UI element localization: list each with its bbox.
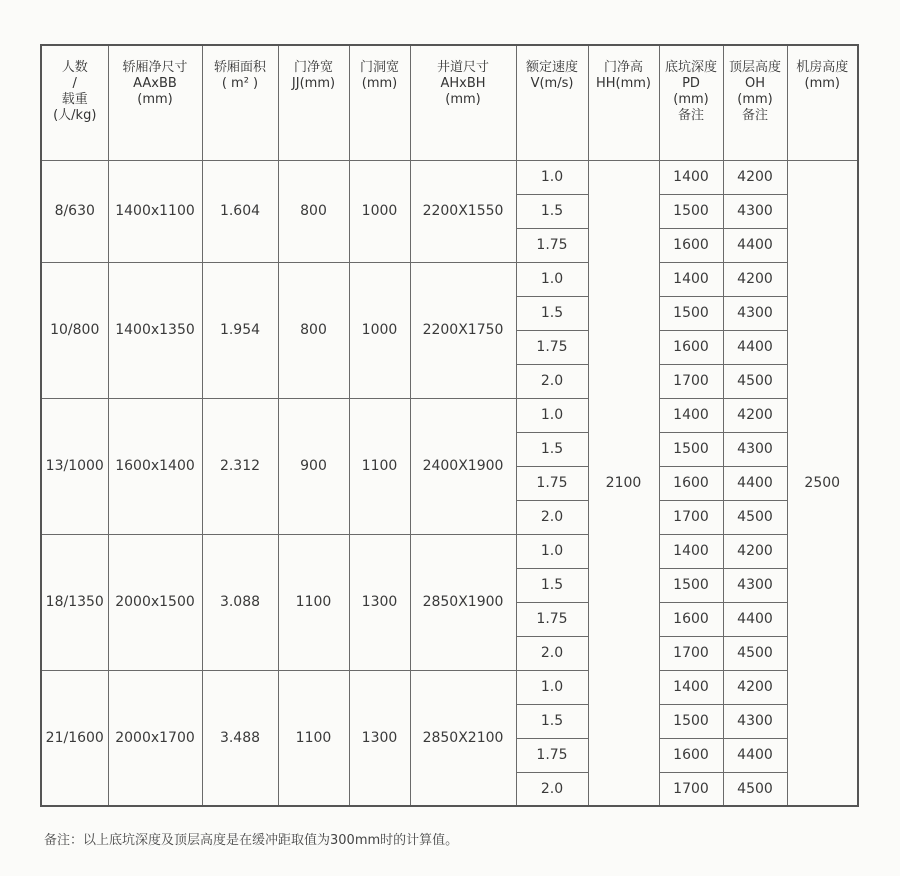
door-opening-cell: 1000 [349, 262, 410, 398]
pit-depth-cell: 1600 [659, 602, 723, 636]
pit-depth-cell: 1500 [659, 568, 723, 602]
header-machine-room-height [787, 45, 858, 160]
door-width-cell: 1100 [278, 534, 349, 670]
speed-cell: 1.75 [516, 330, 588, 364]
speed-cell: 1.5 [516, 296, 588, 330]
capacity-cell: 13/1000 [41, 398, 108, 534]
footnote: 备注：以上底坑深度及顶层高度是在缓冲距取值为300mm时的计算值。 [44, 833, 459, 848]
pit-depth-cell: 1600 [659, 466, 723, 500]
table-header [41, 45, 858, 160]
overhead-cell: 4400 [723, 228, 787, 262]
capacity-cell: 10/800 [41, 262, 108, 398]
car-area-cell: 1.954 [202, 262, 278, 398]
speed-cell: 1.5 [516, 704, 588, 738]
car-area-cell: 2.312 [202, 398, 278, 534]
overhead-cell: 4300 [723, 432, 787, 466]
shaft-size-cell: 2200X1750 [410, 262, 516, 398]
header-speed [516, 45, 588, 160]
speed-cell: 1.5 [516, 432, 588, 466]
header-line: 备注 [677, 108, 704, 123]
header-line: 人数 [61, 60, 88, 75]
speed-cell: 1.0 [516, 398, 588, 432]
header-line: (mm) [361, 76, 398, 91]
pit-depth-cell: 1400 [659, 534, 723, 568]
header-line: 顶层高度 [728, 60, 781, 75]
table-row [41, 534, 858, 568]
speed-cell: 1.0 [516, 670, 588, 704]
header-line: OH [744, 76, 765, 91]
overhead-cell: 4300 [723, 704, 787, 738]
pit-depth-cell: 1500 [659, 432, 723, 466]
speed-cell: 1.75 [516, 738, 588, 772]
speed-cell: 1.5 [516, 194, 588, 228]
car-area-cell: 3.088 [202, 534, 278, 670]
table-row [41, 262, 858, 296]
header-line: ( m² ) [221, 76, 259, 91]
pit-depth-cell: 1400 [659, 160, 723, 194]
door-opening-cell: 1000 [349, 160, 410, 262]
car-size-cell: 2000x1700 [108, 670, 202, 806]
pit-depth-cell: 1600 [659, 738, 723, 772]
shaft-size-cell: 2850X1900 [410, 534, 516, 670]
header-line: HH(mm) [595, 76, 652, 91]
elevator-spec-table [40, 44, 859, 807]
overhead-cell: 4200 [723, 262, 787, 296]
car-size-cell: 2000x1500 [108, 534, 202, 670]
table-row [41, 670, 858, 704]
header-line: PD [682, 76, 700, 91]
overhead-cell: 4500 [723, 636, 787, 670]
header-car-area [202, 45, 278, 160]
machine-room-height-cell: 2500 [787, 160, 858, 806]
door-width-cell: 800 [278, 262, 349, 398]
overhead-cell: 4200 [723, 160, 787, 194]
header-pit-depth [659, 45, 723, 160]
pit-depth-cell: 1700 [659, 500, 723, 534]
speed-cell: 2.0 [516, 500, 588, 534]
capacity-cell: 18/1350 [41, 534, 108, 670]
header-line: 轿厢净尺寸 [122, 60, 188, 75]
door-opening-cell: 1300 [349, 670, 410, 806]
header-car-size [108, 45, 202, 160]
car-size-cell: 1600x1400 [108, 398, 202, 534]
overhead-cell: 4500 [723, 500, 787, 534]
header-line: (mm) [445, 92, 481, 107]
header-line: 门净高 [603, 60, 643, 75]
header-line: 门净宽 [293, 60, 333, 75]
header-line: V(m/s) [530, 76, 574, 91]
speed-cell: 1.75 [516, 602, 588, 636]
overhead-cell: 4300 [723, 296, 787, 330]
header-capacity [41, 45, 108, 160]
pit-depth-cell: 1400 [659, 670, 723, 704]
overhead-cell: 4400 [723, 738, 787, 772]
speed-cell: 2.0 [516, 772, 588, 806]
pit-depth-cell: 1500 [659, 194, 723, 228]
shaft-size-cell: 2400X1900 [410, 398, 516, 534]
speed-cell: 1.0 [516, 262, 588, 296]
header-line: (人/kg) [53, 108, 97, 123]
car-size-cell: 1400x1100 [108, 160, 202, 262]
header-line: 底坑深度 [664, 60, 717, 75]
overhead-cell: 4200 [723, 670, 787, 704]
header-line: AAxBB [133, 76, 177, 91]
pit-depth-cell: 1700 [659, 772, 723, 806]
header-line: (mm) [737, 92, 773, 107]
header-line: 备注 [741, 108, 768, 123]
speed-cell: 1.75 [516, 228, 588, 262]
speed-cell: 1.0 [516, 534, 588, 568]
overhead-cell: 4500 [723, 772, 787, 806]
pit-depth-cell: 1500 [659, 296, 723, 330]
pit-depth-cell: 1600 [659, 228, 723, 262]
door-width-cell: 800 [278, 160, 349, 262]
overhead-cell: 4300 [723, 194, 787, 228]
table-row [41, 398, 858, 432]
header-line: (mm) [673, 92, 709, 107]
header-line: JJ(mm) [291, 76, 336, 91]
pit-depth-cell: 1700 [659, 636, 723, 670]
header-line: 载重 [61, 92, 88, 107]
car-size-cell: 1400x1350 [108, 262, 202, 398]
header-line: 额定速度 [525, 60, 578, 75]
pit-depth-cell: 1500 [659, 704, 723, 738]
header-line: 机房高度 [796, 60, 849, 75]
overhead-cell: 4400 [723, 330, 787, 364]
speed-cell: 2.0 [516, 636, 588, 670]
overhead-cell: 4400 [723, 602, 787, 636]
capacity-cell: 8/630 [41, 160, 108, 262]
header-door-height [588, 45, 659, 160]
door-opening-cell: 1100 [349, 398, 410, 534]
speed-cell: 2.0 [516, 364, 588, 398]
pit-depth-cell: 1700 [659, 364, 723, 398]
header-line: 门洞宽 [359, 60, 399, 75]
overhead-cell: 4200 [723, 534, 787, 568]
overhead-cell: 4200 [723, 398, 787, 432]
header-door-opening [349, 45, 410, 160]
header-line: (mm) [137, 92, 173, 107]
overhead-cell: 4400 [723, 466, 787, 500]
header-row [41, 45, 858, 160]
header-shaft-size [410, 45, 516, 160]
pit-depth-cell: 1400 [659, 398, 723, 432]
header-line: 井道尺寸 [436, 60, 489, 75]
overhead-cell: 4300 [723, 568, 787, 602]
header-line: 轿厢面积 [213, 60, 266, 75]
speed-cell: 1.5 [516, 568, 588, 602]
header-line: (mm) [804, 76, 840, 91]
pit-depth-cell: 1400 [659, 262, 723, 296]
table-row [41, 160, 858, 194]
car-area-cell: 3.488 [202, 670, 278, 806]
overhead-cell: 4500 [723, 364, 787, 398]
door-opening-cell: 1300 [349, 534, 410, 670]
speed-cell: 1.0 [516, 160, 588, 194]
speed-cell: 1.75 [516, 466, 588, 500]
door-width-cell: 900 [278, 398, 349, 534]
shaft-size-cell: 2850X2100 [410, 670, 516, 806]
header-line: / [72, 76, 77, 91]
door-height-cell: 2100 [588, 160, 659, 806]
header-door-width [278, 45, 349, 160]
header-overhead [723, 45, 787, 160]
pit-depth-cell: 1600 [659, 330, 723, 364]
door-width-cell: 1100 [278, 670, 349, 806]
table-body [41, 160, 858, 806]
car-area-cell: 1.604 [202, 160, 278, 262]
header-line: AHxBH [440, 76, 486, 91]
shaft-size-cell: 2200X1550 [410, 160, 516, 262]
capacity-cell: 21/1600 [41, 670, 108, 806]
